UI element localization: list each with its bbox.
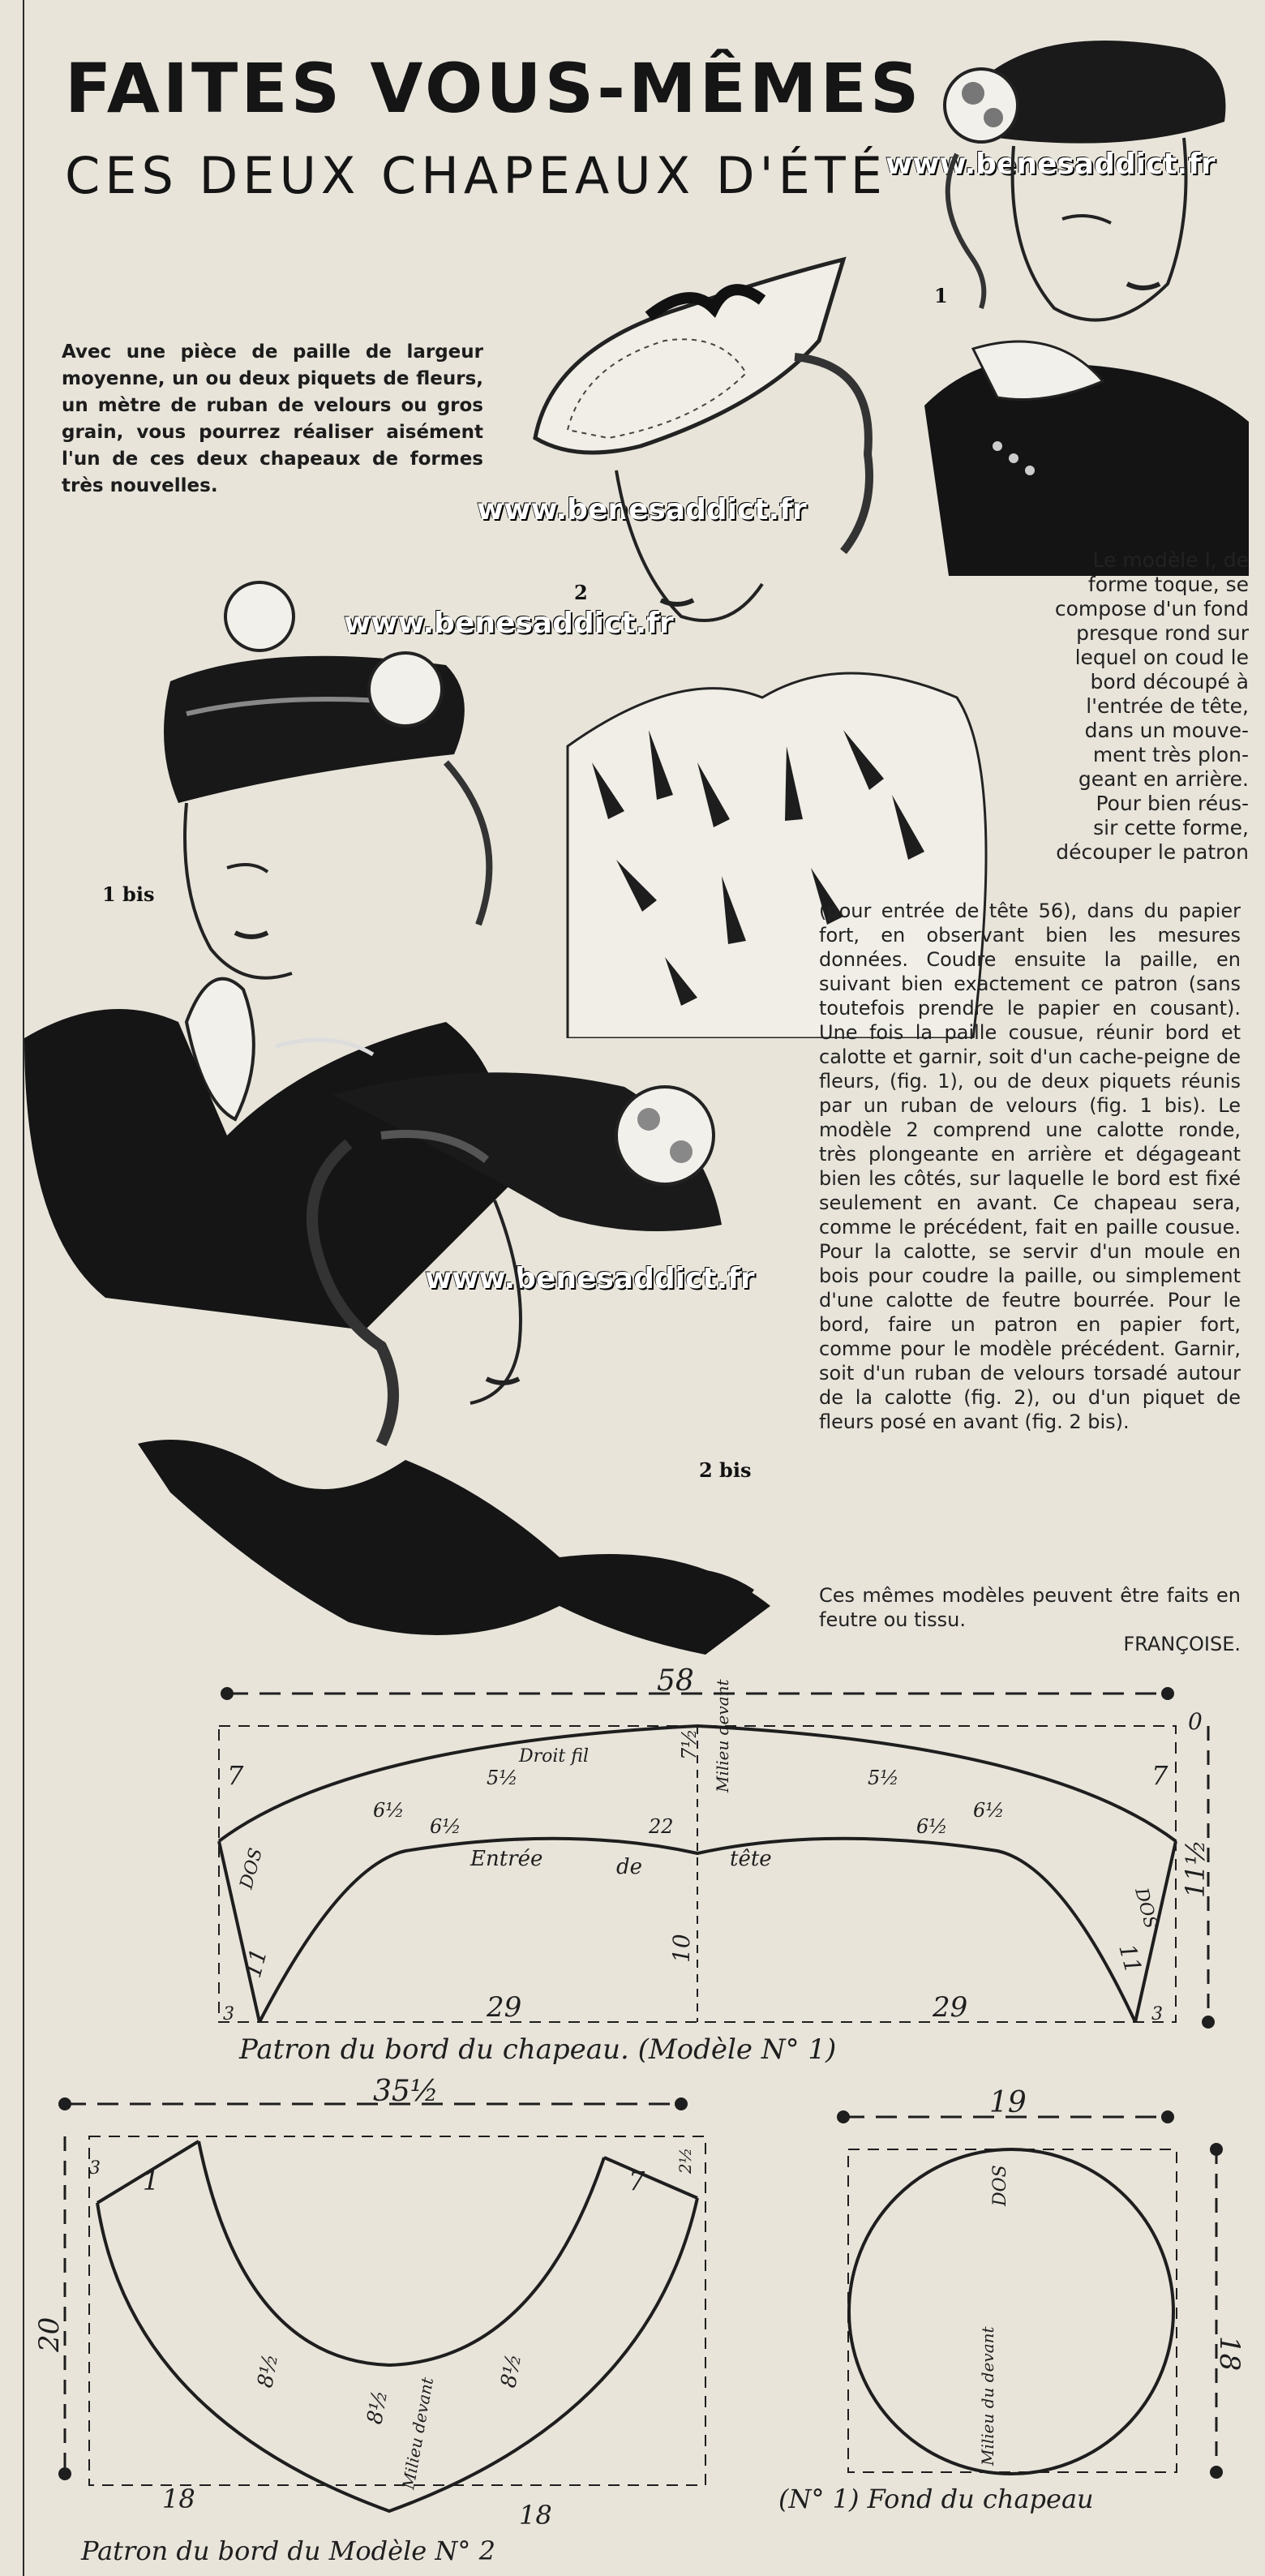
pattern1-caption: Patron du bord du chapeau. (Modèle N° 1) [239,2033,837,2066]
pattern3-caption: (N° 1) Fond du chapeau [778,2484,1094,2514]
pattern2-corner-small: 2½ [675,2147,695,2174]
pattern1-right-height: 11½ [1180,1840,1211,1898]
pattern1-center-mid: 22 [649,1815,674,1838]
watermark: www.benesaddict.fr [425,1262,755,1295]
fig-label-2-bis: 2 bis [699,1458,752,1482]
fig-label-1: 1 [934,284,948,307]
pattern1-left-b: 6½ [430,1815,461,1838]
pattern2-left-height: 20 [33,2316,66,2352]
watermark: www.benesaddict.fr [477,493,807,526]
pattern1-tete: tête [730,1847,772,1871]
pattern1-bottom-right: 29 [933,1991,968,2024]
intro-paragraph: Avec une pièce de paille de largeur moyenne, un ou deux piquets de fleurs, un mètre de ruban de velours ou gros grain, vous pourrez réaliser aisément l'un de ces deux chapeaux de formes très nouvelles. [62,341,483,496]
pattern1-side-left: 11 [238,1945,272,1981]
pattern1-width: 58 [657,1664,694,1698]
page-title: FAITES VOUS-MÊMES [65,49,923,128]
pattern1-droit-fil: Droit fil [519,1746,589,1767]
watermark: www.benesaddict.fr [886,148,1216,181]
pattern3-dos: DOS [990,2165,1010,2206]
pattern3-circle [849,2149,1173,2474]
pattern1-center-vertical: 10 [668,1934,695,1963]
pattern2-corner-3: 3 [89,2158,101,2179]
pattern3-height: 18 [1213,2336,1246,2372]
text-line: presque rond sur [1076,621,1249,645]
pattern1-right-b: 6½ [916,1815,948,1838]
pattern1-left-edge: 7 [227,1760,244,1791]
text-line: découper le patron [1056,840,1249,864]
pattern2-right-85: 8½ [496,2351,527,2390]
pattern2-bottom-left: 18 [162,2484,195,2514]
text-line: lequel on coud le [1074,646,1249,669]
text-line: geant en arrière. [1078,767,1249,791]
pattern1-right-edge: 7 [1151,1760,1169,1791]
fig-label-2: 2 [574,581,588,604]
pattern2-caption: Patron du bord du Modèle N° 2 [81,2535,495,2566]
pattern1-center-top: 7½ [678,1728,701,1760]
pattern1-milieu: Milieu devant [713,1679,732,1792]
text-line: dans un mouve- [1084,719,1249,742]
text-line: Pour bien réus- [1096,792,1249,815]
pattern3-milieu: Milieu du devant [978,2326,997,2466]
fig-label-1-bis: 1 bis [102,882,155,906]
pattern2-frame [89,2136,705,2485]
pattern1-de: de [616,1855,643,1879]
pattern1-entree: Entrée [470,1847,543,1871]
pattern1-side-right: 11 [1113,1941,1147,1977]
pattern1-left-c: 5½ [487,1767,518,1789]
pattern2-outer-edge [97,2198,697,2511]
text-line: Le modèle I, de [1092,548,1249,572]
pattern1-right-c: 6½ [973,1799,1005,1822]
author-signature: FRANÇOISE. [1123,1633,1241,1655]
pattern1-left-a: 6½ [373,1799,405,1822]
pattern2-corner-7: 7 [628,2166,645,2196]
article-text-closing: Ces mêmes modèles peuvent être faits en feutre ou tissu. [819,1584,1241,1631]
pattern2-milieu: Milieu devant [398,2376,438,2491]
text-line: ment très plon- [1092,743,1249,766]
article-text-wide: (pour entrée de tête 56), dans du papier fort, en observant bien les mesures données. Coudre ensuite la paille, en suivant bien exactement ce patron (sans toutefois prendre le papier en cousant). Une fois la paille cousue, réunir bord et calotte et garnir, soit d'un cache-peigne de fleurs, (fig. 1), ou de deux piquets réunis par un ruban de velours (fig. 1 bis). Le modèle 2 comprend une calotte ronde, très plongeante en arrière et dégageant bien les côtés, sur laquelle le bord est fixé seulement en avant. Ce chapeau sera, comme le précédent, fait en paille cousue. Pour la calotte, se servir d'un moule en bois pour coudre la paille, ou simplement d'une calotte de feutre bourrée. Pour le bord, faire un patron en papier fort, comme pour le modèle précédent. Garnir, soit d'un ruban de velours torsadé autour de la calotte (fig. 2), ou d'un piquet de fleurs posé en avant (fig. 2 bis). [819,899,1241,1433]
text-line: bord découpé à [1090,670,1249,693]
text-line: sir cette forme, [1093,816,1249,839]
pattern2-center-85: 8½ [362,2388,393,2427]
pattern3-width: 19 [989,2086,1027,2119]
pattern2-bottom-right: 18 [519,2500,552,2531]
pattern2-width: 35½ [373,2075,439,2108]
pattern1-bottom-left: 29 [487,1991,522,2024]
text-line: l'entrée de tête, [1086,694,1249,718]
pattern1-right-a: 5½ [868,1767,899,1789]
page-subtitle: CES DEUX CHAPEAUX D'ÉTÉ [65,146,887,205]
pattern1-zero: 0 [1188,1708,1203,1735]
pattern1-corner-left: 3 [223,2004,234,2024]
pattern2-left-85: 8½ [253,2351,284,2390]
pattern1-dos-left: DOS [236,1846,267,1891]
pattern1-corner-right: 3 [1151,2004,1163,2024]
pattern1-dos-right: DOS [1130,1886,1161,1931]
text-line: forme toque, se [1087,573,1249,596]
text-line: compose d'un fond [1054,597,1249,620]
watermark: www.benesaddict.fr [344,607,674,640]
pattern2-inner-edge [199,2141,604,2365]
pattern2-corner-1: 1 [143,2166,160,2196]
